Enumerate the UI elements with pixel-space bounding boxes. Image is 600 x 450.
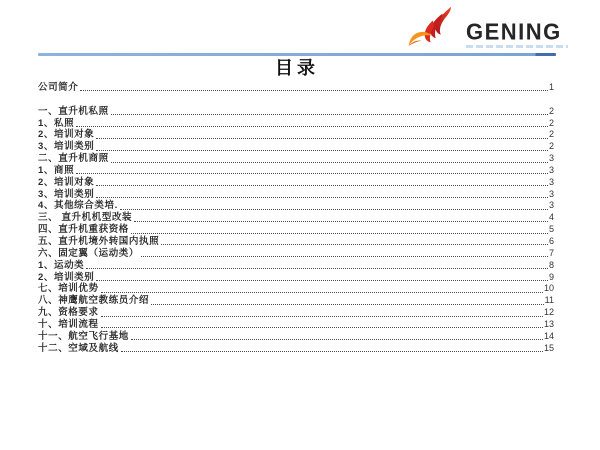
toc-dot-leader <box>141 256 548 257</box>
toc-page-number: 10 <box>543 283 554 294</box>
toc-entry-label: 2、培训对象 <box>38 176 95 188</box>
toc-page-number: 4 <box>548 212 554 223</box>
toc-dot-leader <box>120 209 548 210</box>
toc-dot-leader <box>151 304 544 305</box>
toc-dot-leader <box>76 173 548 174</box>
toc-entry-label: 4、其他综合类培. <box>38 200 118 212</box>
toc-entry <box>38 235 554 247</box>
toc-dot-leader <box>76 126 548 127</box>
toc-entry-label: 八、神鹰航空教练员介绍 <box>38 295 150 307</box>
toc-entry-label: 2、培训对象 <box>38 129 95 141</box>
toc-dot-leader <box>121 351 543 352</box>
toc-entry <box>38 200 554 212</box>
header-divider-line <box>38 53 556 56</box>
toc-dot-leader <box>101 327 543 328</box>
toc-dot-leader <box>111 162 548 163</box>
toc-entry-label: 九、资格要求 <box>38 307 99 319</box>
toc-page-number: 2 <box>548 141 554 152</box>
toc-entry <box>38 223 554 235</box>
toc-entry <box>38 247 554 259</box>
toc-page-number: 14 <box>543 330 554 341</box>
toc-entry <box>38 318 554 330</box>
page-title: 目录 <box>275 58 319 78</box>
toc-entry <box>38 81 554 93</box>
toc-page-number: 2 <box>548 129 554 140</box>
toc-page-number: 1 <box>548 81 554 92</box>
toc-dot-leader <box>80 90 548 91</box>
toc-entry <box>38 294 554 306</box>
toc-page-number: 11 <box>544 295 554 306</box>
toc-entry <box>38 259 554 271</box>
toc-dot-leader <box>96 150 548 151</box>
toc-dot-leader <box>96 280 548 281</box>
toc-page-number: 13 <box>543 318 554 329</box>
flame-logo-icon <box>406 6 462 50</box>
toc-entry-label: 五、直升机境外转国内执照 <box>38 235 160 247</box>
toc-entry <box>38 283 554 295</box>
toc-entry-label: 1、私照 <box>38 117 75 129</box>
toc-entry-label: 十、培训流程 <box>38 318 99 330</box>
toc-dot-leader <box>131 233 548 234</box>
toc-entry-label: 公司简介 <box>38 81 79 93</box>
toc-page-number: 3 <box>548 200 554 211</box>
toc-entry-label: 1、商照 <box>38 164 75 176</box>
toc-entry <box>38 176 554 188</box>
toc-entry-label: 七、培训优势 <box>38 283 99 295</box>
toc-dot-leader <box>134 221 548 222</box>
toc-entry <box>38 211 554 223</box>
toc-page-number: 15 <box>543 342 554 353</box>
toc-list <box>38 81 554 354</box>
toc-entry-label: 1、运动类 <box>38 259 85 271</box>
toc-dot-leader <box>161 244 548 245</box>
toc-dot-leader <box>86 268 548 269</box>
toc-entry <box>38 140 554 152</box>
toc-page-number: 8 <box>548 259 554 270</box>
toc-page-number: 3 <box>548 164 554 175</box>
toc-entry <box>38 105 554 117</box>
toc-entry-label: 一、直升机私照 <box>38 105 109 117</box>
toc-entry <box>38 164 554 176</box>
toc-entry-label: 3、培训类别 <box>38 188 95 200</box>
toc-page-number: 3 <box>548 153 554 164</box>
toc-dot-leader <box>101 292 543 293</box>
toc-entry <box>38 342 554 354</box>
company-logo <box>406 6 568 50</box>
logo-tagline-marks <box>466 45 568 48</box>
toc-entry <box>38 330 554 342</box>
toc-entry-label: 十一、航空飞行基地 <box>38 330 129 342</box>
toc-entry <box>38 129 554 141</box>
toc-entry-label: 四、直升机重获资格 <box>38 224 129 236</box>
toc-dot-leader <box>131 339 543 340</box>
toc-dot-leader <box>96 185 548 186</box>
logo-wordmark: GENING <box>466 18 562 45</box>
toc-page-number: 12 <box>543 307 554 318</box>
toc-dot-leader <box>96 197 548 198</box>
toc-entry-label: 二、直升机商照 <box>38 153 109 165</box>
toc-entry-label: 六、固定翼（运动类） <box>38 247 140 259</box>
toc-page-number: 2 <box>548 117 554 128</box>
toc-dot-leader <box>101 316 543 317</box>
toc-page-number: 3 <box>548 176 554 187</box>
toc-page-number: 7 <box>548 247 554 258</box>
toc-page-number: 3 <box>548 188 554 199</box>
toc-entry <box>38 117 554 129</box>
toc-page-number: 2 <box>548 105 554 116</box>
toc-entry-label: 2、培训类别 <box>38 271 95 283</box>
toc-entry-label: 十二、空域及航线 <box>38 342 119 354</box>
toc-page-number: 6 <box>548 235 554 246</box>
toc-entry-label: 3、培训类别 <box>38 141 95 153</box>
toc-dot-leader <box>111 114 548 115</box>
toc-entry-label: 三、 直升机机型改装 <box>38 212 133 224</box>
toc-entry <box>38 188 554 200</box>
toc-page-number: 5 <box>548 224 554 235</box>
toc-dot-leader <box>96 138 548 139</box>
toc-entry <box>38 306 554 318</box>
toc-entry <box>38 152 554 164</box>
toc-page-number: 9 <box>548 271 554 282</box>
toc-entry <box>38 271 554 283</box>
